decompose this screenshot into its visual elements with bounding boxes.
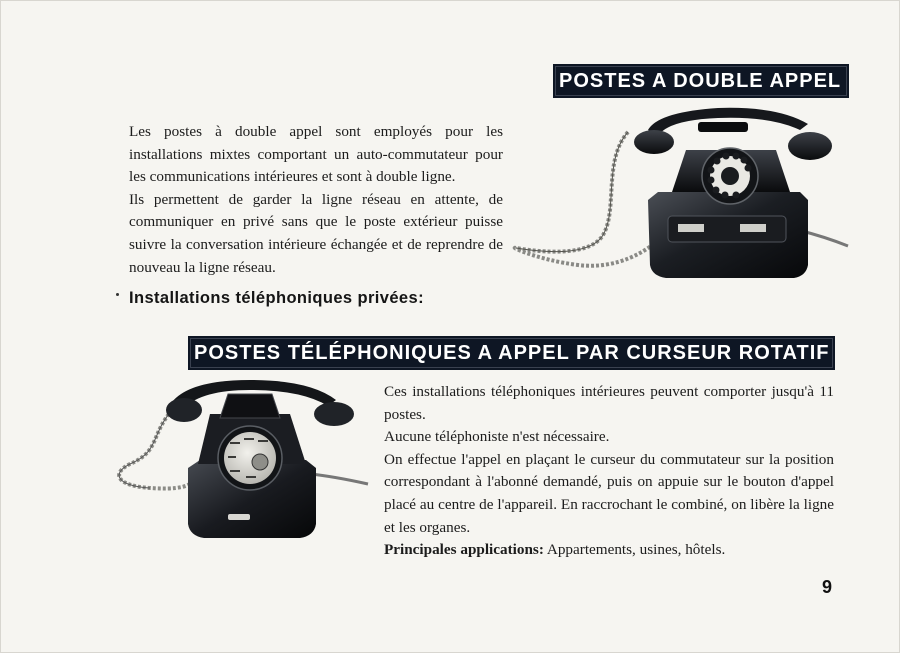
- applications-line: [384, 539, 834, 562]
- applications-text: Appartements, usines, hôtels.: [543, 541, 726, 559]
- banner-double-appel: POSTES A DOUBLE APPEL: [553, 64, 849, 98]
- bullet-dot: [116, 293, 119, 296]
- paragraph-line: Ils permettent de garder la ligne réseau en attente, de communiquer en privé sans que le poste extérieur puisse suivre la conversation intérieure échangée et de reprendre de nouveau la ligne réseau.: [129, 190, 503, 276]
- paragraph-curseur-rotatif: [384, 381, 834, 562]
- paragraph-line: Aucune téléphoniste n'est nécessaire.: [384, 428, 610, 446]
- paragraph-line: Les postes à double appel sont employés pour les installations mixtes comportant un auto-commutateur pour les communications intérieures et sont à double ligne.: [129, 123, 503, 186]
- applications-label: Principales applications:: [384, 541, 544, 559]
- page-number: 9: [822, 577, 833, 597]
- paragraph-line: Ces installations téléphoniques intérieures peuvent comporter jusqu'à 11 postes.: [384, 383, 834, 423]
- curseur-rotatif-telephone-photo: [110, 376, 372, 552]
- paragraph-double-appel: [129, 121, 503, 279]
- section-label-installations: Installations téléphoniques privées:: [129, 289, 424, 307]
- banner-curseur-rotatif: POSTES TÉLÉPHONIQUES A APPEL PAR CURSEUR ROTATIF: [188, 336, 835, 370]
- paragraph-line: On effectue l'appel en plaçant le curseur du commutateur sur la position correspondant à l'abonné demandé, puis on appuie sur le bouton d'appel placé au centre de l'appareil. En raccrochant le combiné, on libère la ligne et les organes.: [384, 450, 834, 536]
- double-appel-telephone-photo: [508, 100, 854, 290]
